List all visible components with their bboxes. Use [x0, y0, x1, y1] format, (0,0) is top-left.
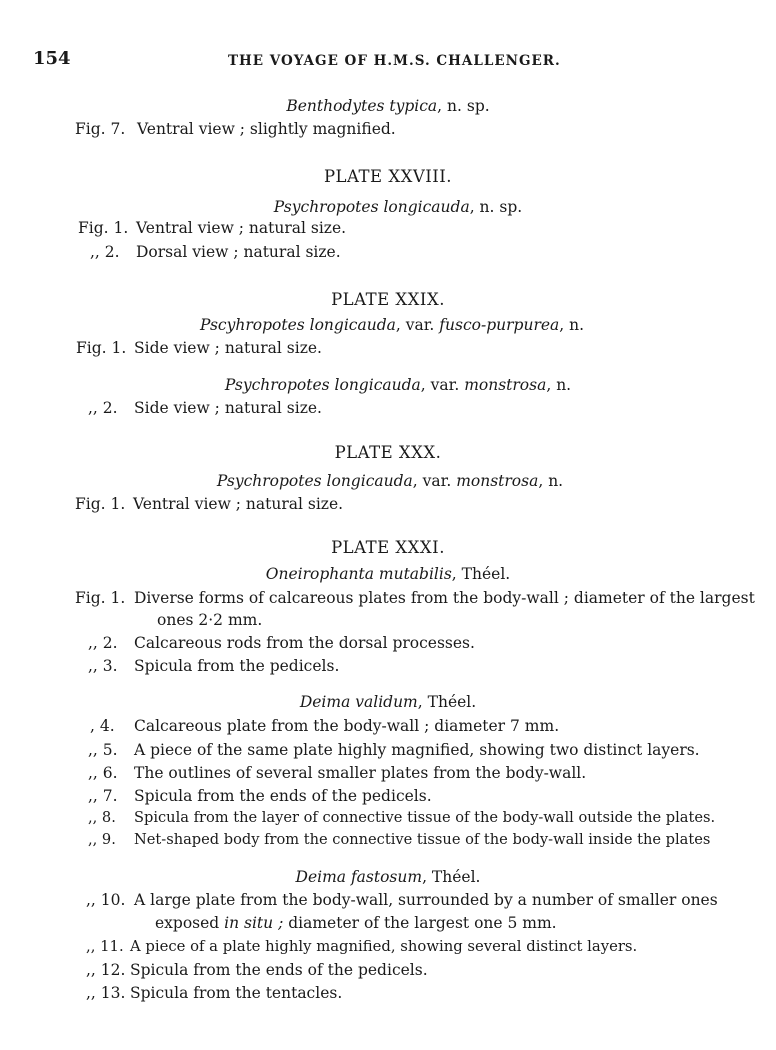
- figure-label: ,, 2.: [88, 399, 118, 417]
- species-suffix: , Théel.: [417, 693, 477, 711]
- species-suffix: , Théel.: [422, 868, 481, 886]
- species-name: Benthodytes typica: [286, 97, 438, 115]
- figure-caption: Ventral view ; natural size.: [133, 495, 344, 513]
- species-name: Psychropotes longicauda: [216, 472, 413, 490]
- species-var-prefix: , var.: [395, 316, 435, 334]
- figure-caption: The outlines of several smaller plates from the body-wall.: [134, 764, 587, 782]
- running-title: THE VOYAGE OF H.M.S. CHALLENGER.: [228, 53, 561, 69]
- variety-name: monstrosa: [464, 376, 547, 394]
- species-heading: [0, 868, 776, 886]
- figure-caption: A piece of a plate highly magnified, showing several distinct layers.: [130, 938, 638, 955]
- species-heading: [0, 97, 776, 115]
- species-name: Psychropotes longicauda: [224, 376, 421, 394]
- figure-caption: A piece of the same plate highly magnified, showing two distinct layers.: [134, 741, 700, 759]
- figure-caption: A large plate from the body-wall, surrounded by a number of smaller ones: [134, 891, 718, 909]
- species-suffix: , n.: [538, 472, 564, 490]
- figure-caption: Ventral view ; natural size.: [136, 219, 347, 237]
- species-suffix: , n. sp.: [437, 97, 490, 115]
- figure-label: ,, 7.: [88, 787, 118, 805]
- figure-caption: Net-shaped body from the connective tissue of the body-wall inside the plates: [134, 831, 711, 848]
- figure-caption: Side view ; natural size.: [134, 339, 322, 357]
- figure-label: ,, 13.: [86, 984, 126, 1002]
- plate-title: PLATE XXIX.: [331, 290, 445, 309]
- species-name: Psychropotes longicauda: [273, 198, 470, 216]
- species-name: Deima fastosum: [295, 868, 423, 886]
- figure-caption: Spicula from the tentacles.: [130, 984, 343, 1002]
- figure-caption: Spicula from the ends of the pedicels.: [134, 787, 432, 805]
- figure-label: Fig. 7.: [75, 120, 126, 138]
- figure-label: ,, 8.: [88, 809, 116, 826]
- figure-label: Fig. 1.: [76, 339, 127, 357]
- figure-label: Fig. 1.: [75, 495, 126, 513]
- figure-caption: Calcareous rods from the dorsal processes.: [134, 634, 475, 652]
- species-suffix: , Théel.: [451, 565, 511, 583]
- species-name: Deima validum: [299, 693, 418, 711]
- figure-label: ,, 12.: [86, 961, 126, 979]
- figure-label: ,, 2.: [90, 243, 120, 261]
- species-var-prefix: , var.: [420, 376, 460, 394]
- species-name: Oneirophanta mutabilis: [265, 565, 452, 583]
- figure-label: ,, 5.: [88, 741, 118, 759]
- figure-caption: Calcareous plate from the body-wall ; diameter 7 mm.: [134, 717, 560, 735]
- figure-label: ,, 6.: [88, 764, 118, 782]
- figure-label: Fig. 1.: [75, 589, 126, 607]
- figure-caption: Diverse forms of calcareous plates from the body-wall ; diameter of the largest: [134, 589, 755, 607]
- species-heading: [0, 565, 776, 583]
- figure-caption: Spicula from the ends of the pedicels.: [130, 961, 428, 979]
- variety-name: fusco-purpurea: [439, 316, 560, 334]
- plate-title: PLATE XXXI.: [331, 538, 445, 557]
- figure-label: ,, 2.: [88, 634, 118, 652]
- caption-text: diameter of the largest one 5 mm.: [283, 914, 557, 932]
- variety-name: monstrosa: [456, 472, 539, 490]
- species-var-prefix: , var.: [412, 472, 452, 490]
- species-heading: [4, 316, 776, 334]
- plate-title: PLATE XXX.: [334, 443, 442, 462]
- figure-caption: Ventral view ; slightly magnified.: [137, 120, 396, 138]
- plate-title: PLATE XXVIII.: [323, 167, 453, 186]
- caption-text: exposed: [155, 914, 225, 932]
- species-name: Pscyhropotes longicauda: [199, 316, 396, 334]
- species-suffix: , n.: [559, 316, 585, 334]
- page-number: 154: [33, 48, 71, 69]
- figure-label: ,, 10.: [86, 891, 126, 909]
- figure-caption-continued: ones 2·2 mm.: [157, 611, 263, 629]
- figure-caption: Spicula from the pedicels.: [134, 657, 340, 675]
- figure-label: ,, 9.: [88, 831, 116, 848]
- figure-label: , 4.: [90, 717, 115, 735]
- species-heading: [0, 693, 776, 711]
- figure-caption: Dorsal view ; natural size.: [136, 243, 341, 261]
- figure-label: ,, 3.: [88, 657, 118, 675]
- caption-italic-text: in situ ;: [224, 914, 284, 932]
- species-suffix: , n.: [546, 376, 572, 394]
- figure-label: Fig. 1.: [78, 219, 129, 237]
- species-heading: [2, 472, 776, 490]
- figure-caption: Side view ; natural size.: [134, 399, 322, 417]
- figure-caption-continued: [155, 914, 557, 932]
- species-suffix: , n. sp.: [469, 198, 523, 216]
- species-heading: [10, 376, 776, 394]
- species-heading: [10, 198, 776, 216]
- figure-caption: Spicula from the layer of connective tissue of the body-wall outside the plates.: [134, 809, 716, 826]
- figure-label: ,, 11.: [86, 938, 124, 955]
